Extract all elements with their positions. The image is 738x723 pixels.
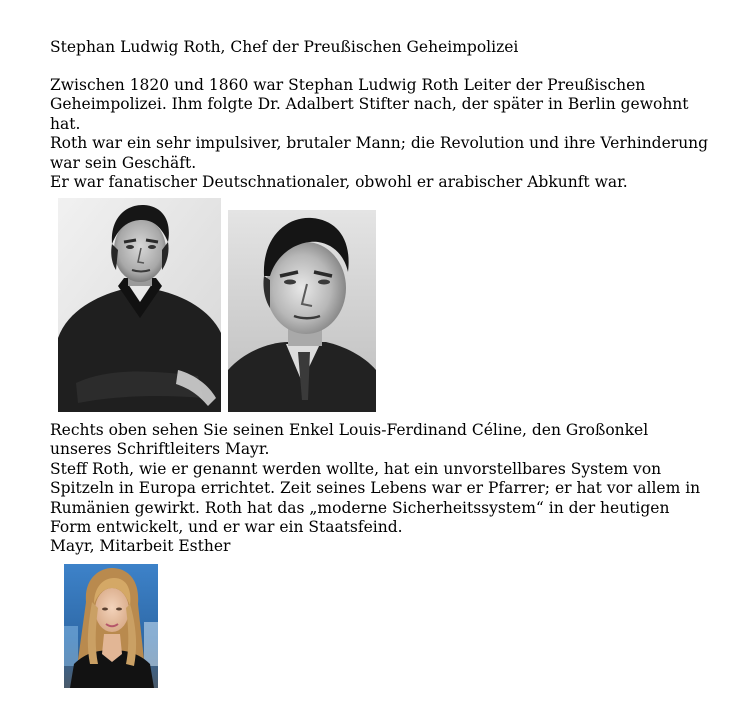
body-line-3: Mayr, Mitarbeit Esther — [50, 537, 231, 556]
body-line-1: Rechts oben sehen Sie seinen Enkel Louis-Ferdinand Céline, den Großonkel unseres Schriftleiters Mayr. — [50, 421, 649, 459]
intro-line-1: Zwischen 1820 und 1860 war Stephan Ludwig Roth Leiter der Preußischen Geheimpolizei. Ihm folgte Dr. Adalbert Stifter nach, der später in Berlin gewohnt hat. — [50, 76, 689, 133]
portrait-roth-graphic — [58, 198, 221, 412]
portrait-esther-image — [64, 564, 158, 688]
portrait-esther-graphic — [64, 564, 158, 688]
document-title: Stephan Ludwig Roth, Chef der Preußischen Geheimpolizei — [50, 38, 519, 56]
portrait-celine-image — [228, 210, 376, 412]
body-paragraph — [50, 421, 710, 557]
intro-line-3: Er war fanatischer Deutschnationaler, obwohl er arabischer Abkunft war. — [50, 173, 628, 192]
portrait-celine-graphic — [228, 210, 376, 412]
intro-line-2: Roth war ein sehr impulsiver, brutaler Mann; die Revolution und ihre Verhinderung war sein Geschäft. — [50, 134, 709, 172]
portrait-roth-image — [58, 198, 221, 412]
intro-paragraph — [50, 76, 710, 192]
body-line-2: Steff Roth, wie er genannt werden wollte, hat ein unvorstellbares System von Spitzeln in Europa errichtet. Zeit seines Lebens war er Pfarrer; er hat vor allem in Rumänien gewirkt. Roth hat das „moderne Sicherheitssystem“ in der heutigen Form entwickelt, und er war ein Staatsfeind. — [50, 459, 701, 537]
